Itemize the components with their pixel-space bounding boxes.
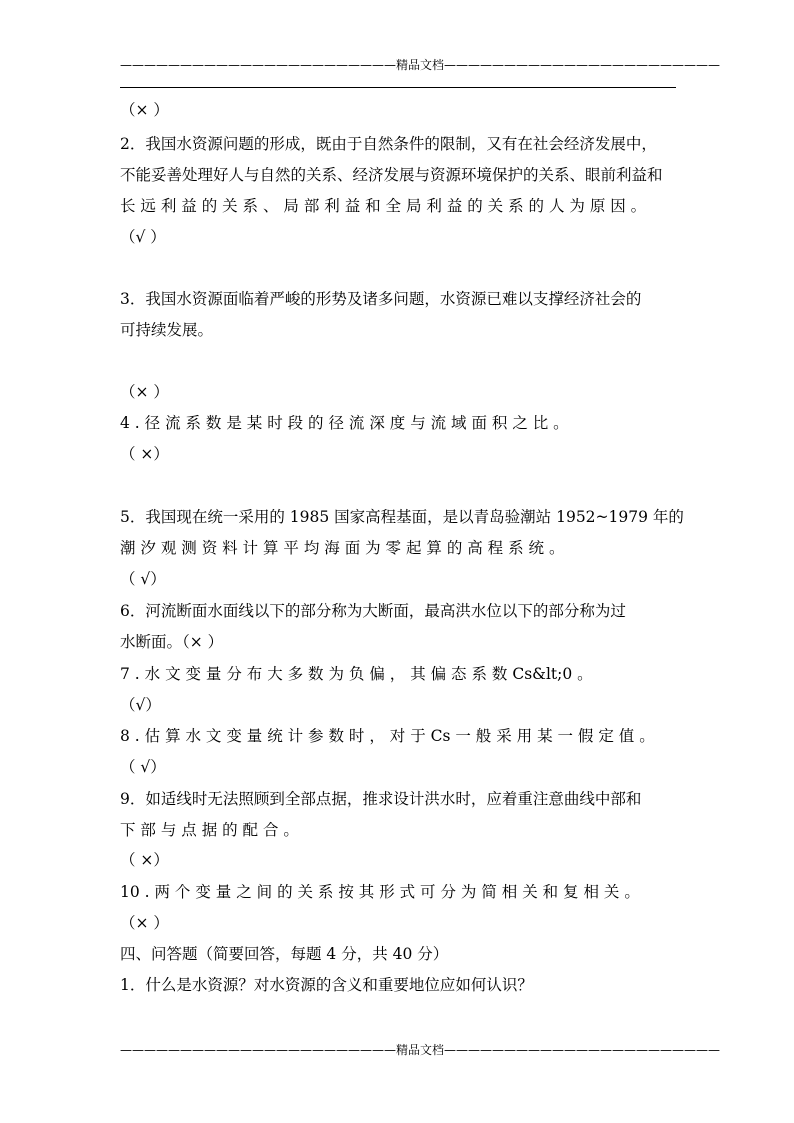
question-3-line-2: 可持续发展。 bbox=[120, 321, 214, 339]
question-5-line-2: 潮 汐 观 测 资 料 计 算 平 均 海 面 为 零 起 算 的 高 程 系 统 。 bbox=[120, 539, 565, 557]
question-4-line-1: 4 . 径 流 系 数 是 某 时 段 的 径 流 深 度 与 流 域 面 积 之 比 。 bbox=[120, 414, 569, 432]
question-9-line-1: 9．如适线时无法照顾到全部点据，推求设计洪水时，应着重注意曲线中部和 bbox=[120, 790, 642, 808]
answer-mark: （ ×） bbox=[120, 851, 169, 869]
answer-mark: （ ×） bbox=[120, 445, 169, 463]
question-3-line-1: 3．我国水资源面临着严峻的形势及诸多问题，水资源已难以支撑经济社会的 bbox=[120, 290, 642, 308]
answer-mark: （× ） bbox=[120, 383, 169, 401]
essay-question-1: 1．什么是水资源？对水资源的含义和重要地位应如何认识？ bbox=[120, 976, 533, 994]
answer-mark: （× ） bbox=[120, 914, 169, 932]
answer-mark: （ √） bbox=[120, 758, 166, 776]
question-2-line-1: 2．我国水资源问题的形成，既由于自然条件的限制，又有在社会经济发展中， bbox=[120, 135, 657, 153]
answer-mark: （ √） bbox=[120, 570, 166, 588]
question-6-line-2: 水断面。（× ） bbox=[120, 633, 224, 651]
question-8-line-1: 8 . 估 算 水 文 变 量 统 计 参 数 时 ， 对 于 Cs 一 般 采 用 某 一 假 定 值 。 bbox=[120, 727, 655, 745]
question-5-line-1: 5．我国现在统一采用的 1985 国家高程基面，是以青岛验潮站 1952~1979 年的 bbox=[120, 508, 684, 526]
page-header: ———————————————————————精品文档——————————————————————— bbox=[120, 58, 721, 72]
question-9-line-2: 下 部 与 点 据 的 配 合 。 bbox=[120, 821, 299, 839]
answer-mark: （√） bbox=[120, 696, 161, 714]
answer-mark: （√ ） bbox=[120, 228, 166, 246]
header-rule bbox=[120, 87, 676, 88]
question-2-line-3: 长 远 利 益 的 关 系 、 局 部 利 益 和 全 局 利 益 的 关 系 的 人 为 原 因 。 bbox=[120, 197, 647, 215]
section-heading: 四、问答题（简要回答，每题 4 分，共 40 分） bbox=[120, 945, 449, 963]
question-7-line-1: 7 . 水 文 变 量 分 布 大 多 数 为 负 偏 ， 其 偏 态 系 数 Cs&lt;0 。 bbox=[120, 665, 593, 683]
question-6-line-1: 6．河流断面水面线以下的部分称为大断面，最高洪水位以下的部分称为过 bbox=[120, 602, 626, 620]
question-10-line-1: 10 . 两 个 变 量 之 间 的 关 系 按 其 形 式 可 分 为 简 相 关 和 复 相 关 。 bbox=[120, 883, 640, 901]
page-footer: ———————————————————————精品文档——————————————————————— bbox=[120, 1043, 721, 1057]
answer-mark: （× ） bbox=[120, 101, 169, 119]
question-2-line-2: 不能妥善处理好人与自然的关系、经济发展与资源环境保护的关系、眼前利益和 bbox=[120, 166, 663, 184]
